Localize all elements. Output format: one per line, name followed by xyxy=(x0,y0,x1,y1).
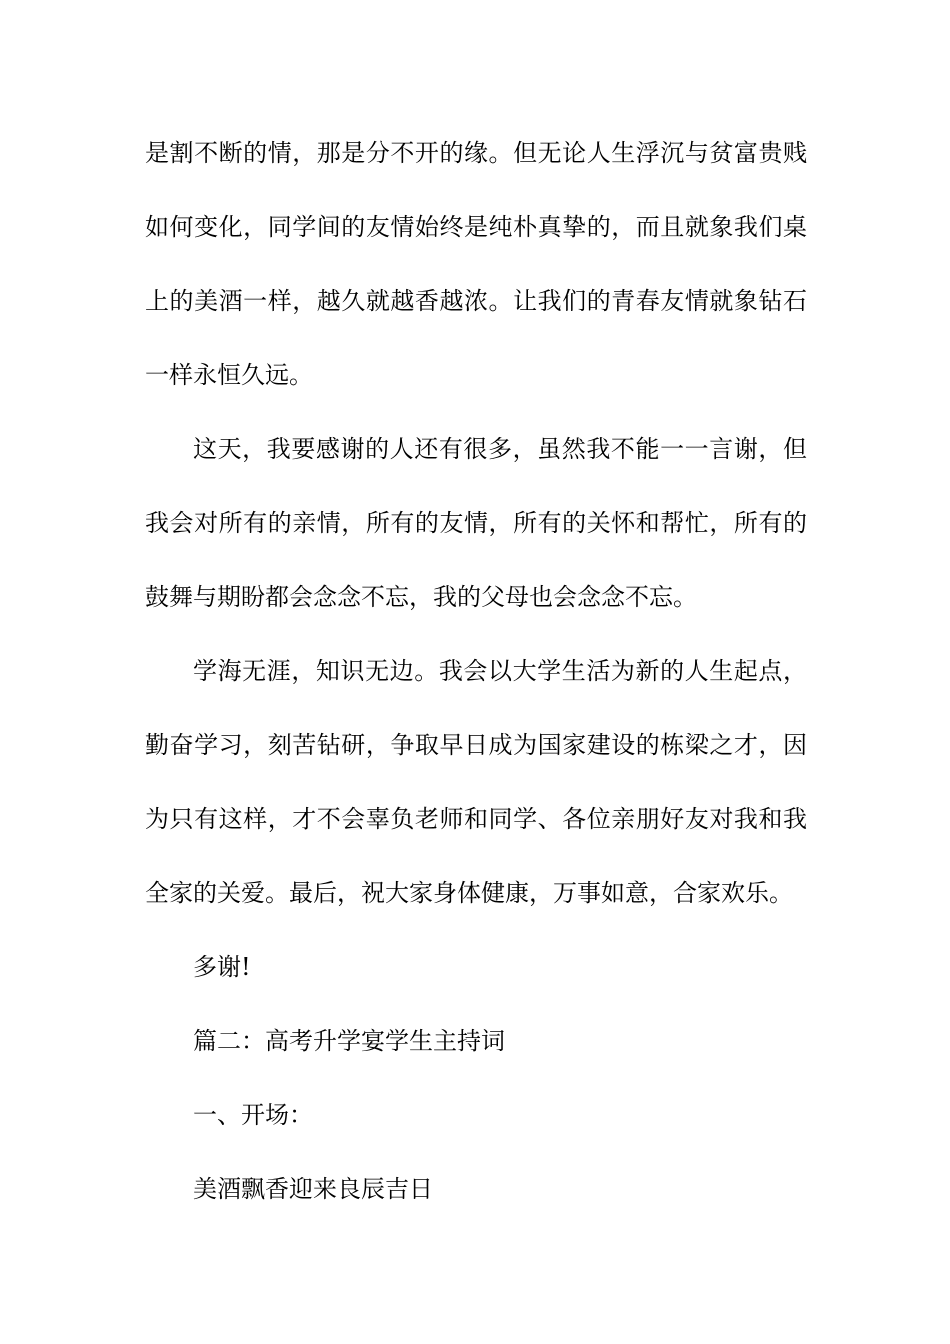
text-line: 美酒飘香迎来良辰吉日 xyxy=(193,1175,433,1203)
subsection-heading: 一、开场： xyxy=(193,1101,313,1129)
text-line: 一样永恒久远。 xyxy=(145,361,313,389)
text-line: 学海无涯，知识无边。我会以大学生活为新的人生起点， xyxy=(193,657,807,685)
text-line: 是割不断的情，那是分不开的缘。但无论人生浮沉与贫富贵贱 xyxy=(145,139,807,167)
text-line: 上的美酒一样，越久就越香越浓。让我们的青春友情就象钻石 xyxy=(145,287,807,315)
text-line: 为只有这样，才不会辜负老师和同学、各位亲朋好友对我和我 xyxy=(145,805,807,833)
text-line: 鼓舞与期盼都会念念不忘，我的父母也会念念不忘。 xyxy=(145,583,697,611)
text-line: 如何变化，同学间的友情始终是纯朴真挚的，而且就象我们桌 xyxy=(145,213,807,241)
text-line: 这天，我要感谢的人还有很多，虽然我不能一一言谢，但 xyxy=(193,435,807,463)
text-line: 我会对所有的亲情，所有的友情，所有的关怀和帮忙，所有的 xyxy=(145,509,807,537)
section-heading: 篇二：高考升学宴学生主持词 xyxy=(193,1027,505,1055)
text-line: 勤奋学习，刻苦钻研，争取早日成为国家建设的栋梁之才，因 xyxy=(145,731,807,759)
document-body xyxy=(145,123,807,1233)
text-line: 多谢! xyxy=(193,953,251,981)
text-line: 全家的关爱。最后，祝大家身体健康，万事如意，合家欢乐。 xyxy=(145,879,793,907)
